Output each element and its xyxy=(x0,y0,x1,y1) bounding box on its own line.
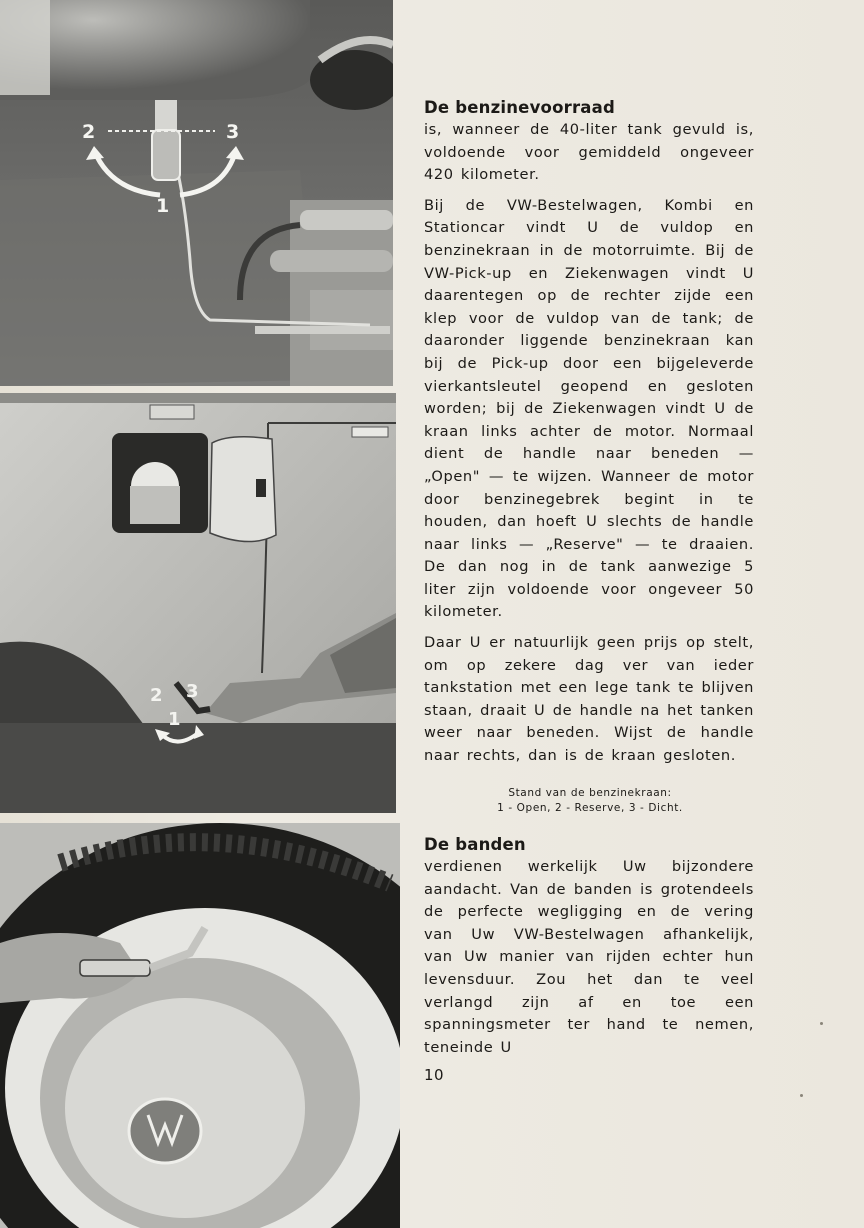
photo-fuel-tap-engine xyxy=(0,0,393,386)
caption-line-2: 1 - Open, 2 - Reserve, 3 - Dicht. xyxy=(497,802,683,814)
paper-speck xyxy=(820,1022,823,1025)
fuel-paragraph-1: is, wanneer de 40-liter tank gevuld is, voldoende voor gemiddeld ongeveer 420 kilometer. xyxy=(424,121,754,184)
tyre-gauge-image xyxy=(0,823,400,1228)
fuel-paragraph-3: Daar U er natuurlijk geen prijs op stelt, om op zekere dag ver van ieder tankstation met een lege tank te blijven staan, draait U de handle na het tanken weer naar beneden. Wijst de handle naar rechts, dan is de kraan gesloten. xyxy=(424,634,754,765)
section-tyres xyxy=(424,834,754,1067)
tap-label-1: 1 xyxy=(156,195,170,217)
tyres-paragraph-1: verdienen werkelijk Uw bijzondere aandacht. Van de banden is grotendeels de perfecte wegligging en de vering van Uw VW-Bestelwagen afhankelijk, van Uw manier van rijden echter hun levensduur. Zou het dan te veel verlangd zijn af en toe een spanningsmeter ter hand te nemen, teneinde U xyxy=(424,858,754,1056)
tap-label-3: 3 xyxy=(226,121,240,143)
page-number: 10 xyxy=(424,1066,445,1084)
section-fuel-supply xyxy=(424,97,754,776)
paper-speck xyxy=(800,1094,803,1097)
tap-label-2-side: 2 xyxy=(150,685,163,706)
tap-label-2: 2 xyxy=(82,121,96,143)
photo-tyre-gauge xyxy=(0,823,400,1228)
heading-tyres: De banden xyxy=(424,835,526,854)
photo-fuel-flap xyxy=(0,393,396,813)
fuel-paragraph-2: Bij de VW-Bestelwagen, Kombi en Stationcar vindt U de vuldop en benzinekraan in de motorruimte. Bij de VW-Pick-up en Ziekenwagen vindt U daarentegen op de rechter zijde een klep voor de vuldop van de tank; de daaronder liggende benzinekraan kan bij de Pick-up door een bijgeleverde vierkantsleutel geopend en gesloten worden; bij de Ziekenwagen vindt U de kraan links achter de motor. Normaal dient de handle naar beneden — „Open" — te wijzen. Wanneer de motor door benzinegebrek begint in te houden, dan hoeft U slechts de handle naar links — „Reserve" — te draaien. De dan nog in de tank aanwezige 5 liter zijn voldoende voor ongeveer 50 kilometer. xyxy=(424,196,754,621)
heading-fuel-supply: De benzinevoorraad xyxy=(424,98,615,117)
tap-label-3-side: 3 xyxy=(186,681,199,702)
caption-line-1: Stand van de benzinekraan: xyxy=(508,787,672,799)
fuel-tap-engine-image xyxy=(0,0,393,386)
photo-caption xyxy=(470,786,710,816)
fuel-flap-image xyxy=(0,393,396,813)
tap-label-1-side: 1 xyxy=(168,709,181,730)
